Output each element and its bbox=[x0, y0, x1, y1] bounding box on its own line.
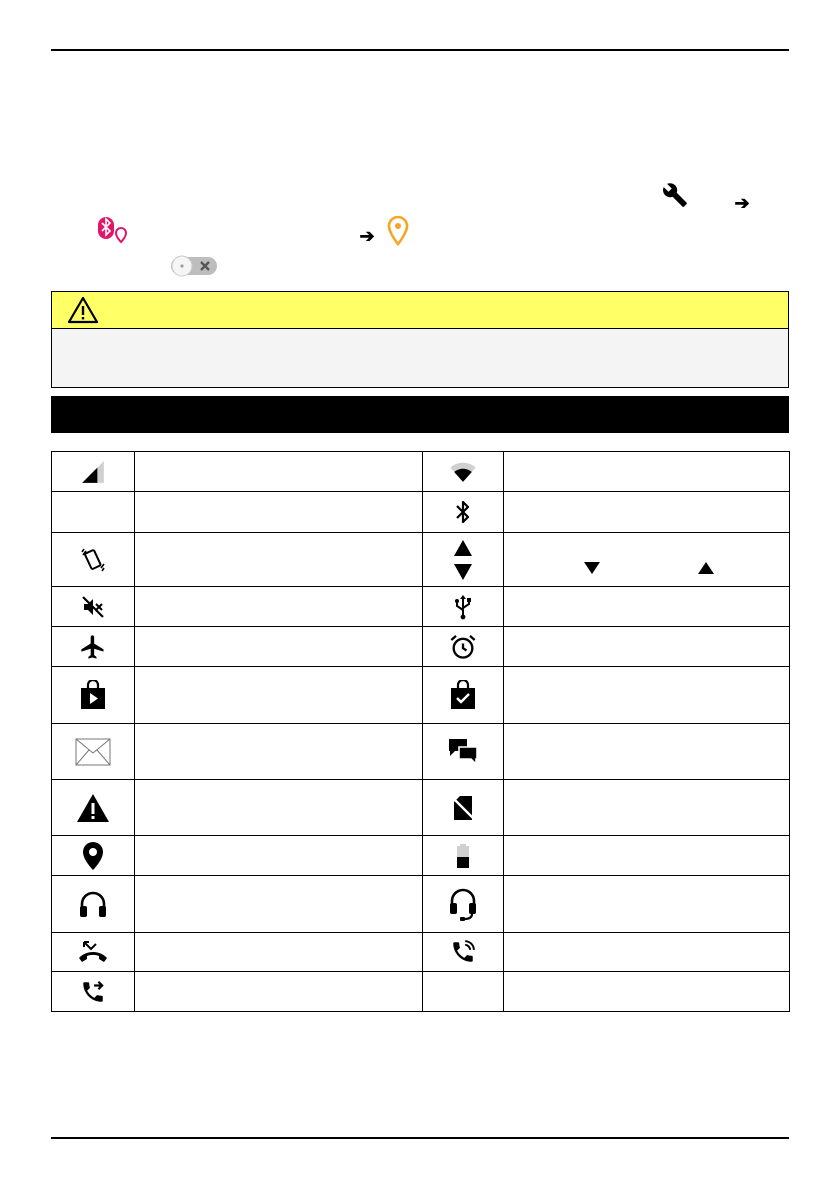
icon-description bbox=[135, 587, 423, 627]
location-icon bbox=[52, 836, 135, 876]
table-row bbox=[52, 972, 790, 1012]
email-icon bbox=[52, 724, 135, 780]
warning-header bbox=[52, 292, 788, 329]
arrow-icon: ➔ bbox=[734, 193, 750, 213]
icon-description bbox=[135, 780, 423, 836]
icon-description bbox=[504, 724, 790, 780]
icon-description bbox=[504, 933, 790, 972]
table-row bbox=[52, 627, 790, 667]
headset-icon bbox=[423, 876, 504, 933]
ongoing-call-icon bbox=[423, 933, 504, 972]
wifi-icon bbox=[423, 452, 504, 492]
icon-description bbox=[135, 933, 423, 972]
battery-low-icon bbox=[423, 836, 504, 876]
icon-description bbox=[504, 533, 790, 587]
no-sim-icon bbox=[423, 780, 504, 836]
down-arrow-icon bbox=[583, 561, 601, 575]
vibrate-icon bbox=[52, 533, 135, 587]
bluetooth-icon bbox=[423, 492, 504, 533]
alert-icon bbox=[52, 780, 135, 836]
table-row bbox=[52, 452, 790, 492]
table-row bbox=[52, 587, 790, 627]
empty-icon-cell bbox=[52, 492, 135, 533]
warning-box bbox=[51, 291, 789, 388]
bluetooth-location-icon bbox=[96, 215, 130, 245]
empty-icon-cell bbox=[423, 972, 504, 1012]
icon-description bbox=[135, 724, 423, 780]
icon-description bbox=[135, 492, 423, 533]
up-arrow-icon bbox=[697, 561, 715, 575]
arrow-icon: ➔ bbox=[359, 226, 375, 246]
data-up-down-icon bbox=[423, 533, 504, 587]
table-row bbox=[52, 724, 790, 780]
missed-call-icon bbox=[52, 933, 135, 972]
location-pin-icon bbox=[386, 215, 410, 247]
alarm-icon bbox=[423, 627, 504, 667]
table-row bbox=[52, 836, 790, 876]
table-row bbox=[52, 876, 790, 933]
icon-description bbox=[504, 627, 790, 667]
warning-triangle-icon bbox=[67, 296, 99, 329]
toggle-switch-off[interactable] bbox=[170, 254, 218, 278]
signal-strength-icon bbox=[52, 452, 135, 492]
icon-description bbox=[504, 780, 790, 836]
icon-description bbox=[135, 533, 423, 587]
table-row bbox=[52, 667, 790, 724]
table-row bbox=[52, 492, 790, 533]
icon-description bbox=[504, 972, 790, 1012]
play-store-icon bbox=[52, 667, 135, 724]
call-forward-icon bbox=[52, 972, 135, 1012]
icon-description bbox=[504, 667, 790, 724]
messages-icon bbox=[423, 724, 504, 780]
airplane-icon bbox=[52, 627, 135, 667]
icon-description bbox=[135, 836, 423, 876]
icon-description bbox=[135, 627, 423, 667]
icon-description bbox=[504, 876, 790, 933]
icon-description bbox=[504, 452, 790, 492]
headphones-icon bbox=[52, 876, 135, 933]
warning-body bbox=[52, 329, 788, 349]
sound-off-icon bbox=[52, 587, 135, 627]
icon-description bbox=[504, 836, 790, 876]
icon-description bbox=[135, 972, 423, 1012]
icon-description bbox=[135, 452, 423, 492]
section-heading-bar bbox=[51, 396, 789, 433]
icon-description bbox=[504, 492, 790, 533]
icon-description bbox=[135, 667, 423, 724]
header-rule bbox=[51, 49, 789, 51]
table-row bbox=[52, 933, 790, 972]
status-icons-table bbox=[51, 451, 790, 1012]
wrench-icon bbox=[662, 182, 688, 208]
icon-description bbox=[504, 587, 790, 627]
icon-description bbox=[135, 876, 423, 933]
footer-rule bbox=[51, 1137, 789, 1139]
store-updated-icon bbox=[423, 667, 504, 724]
table-row bbox=[52, 780, 790, 836]
usb-icon bbox=[423, 587, 504, 627]
table-row bbox=[52, 533, 790, 587]
